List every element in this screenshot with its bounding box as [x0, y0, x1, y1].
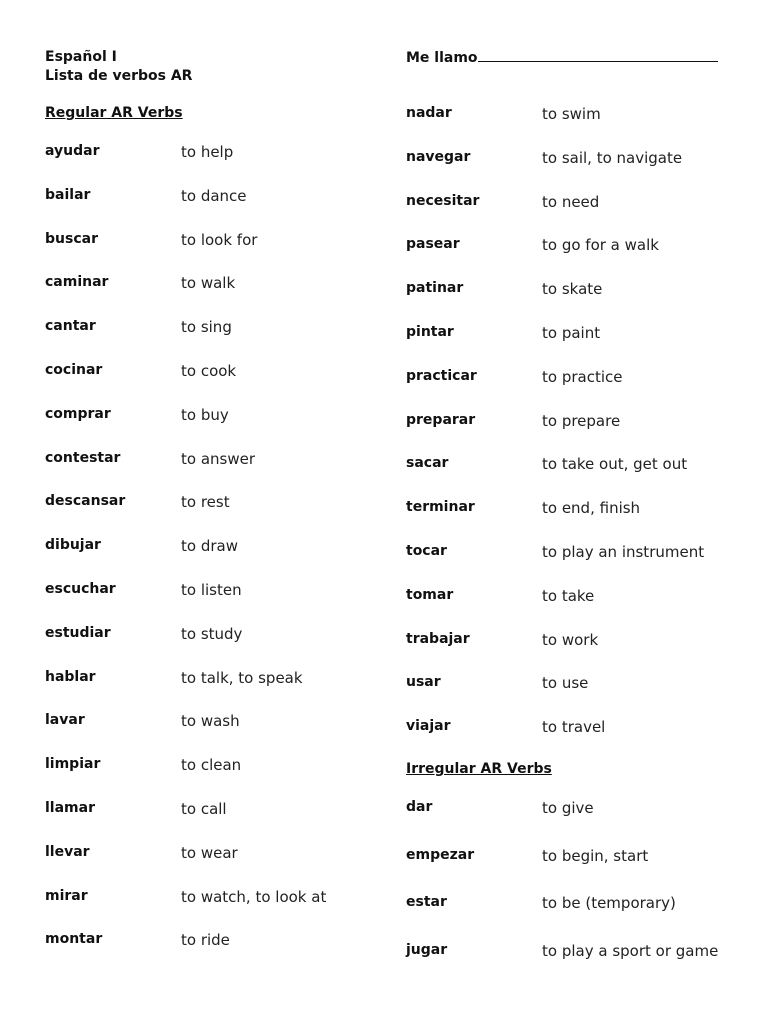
spanish-verb: bailar — [45, 186, 91, 203]
spanish-verb: patinar — [406, 280, 464, 297]
spanish-verb: necesitar — [406, 192, 480, 209]
spanish-verb: viajar — [406, 718, 451, 735]
verb-row — [45, 888, 375, 908]
english-meaning: to go for a walk — [542, 236, 659, 255]
english-meaning: to sing — [181, 318, 232, 337]
spanish-verb: tocar — [406, 543, 447, 559]
spanish-verb: pasear — [406, 236, 460, 253]
english-meaning: to take out, get out — [542, 455, 688, 474]
english-meaning: to watch, to look at — [181, 887, 327, 906]
english-meaning: to walk — [181, 274, 236, 293]
english-meaning: to look for — [181, 230, 258, 249]
verb-row — [45, 581, 375, 601]
verb-row — [45, 931, 375, 951]
english-meaning: to cook — [181, 362, 237, 380]
english-meaning: to end, finish — [542, 499, 641, 518]
verb-row — [406, 280, 746, 300]
verb-row — [406, 894, 746, 914]
english-meaning: to study — [181, 624, 243, 643]
verb-row — [406, 543, 746, 563]
spanish-verb: tomar — [406, 586, 454, 603]
spanish-verb: hablar — [45, 668, 96, 685]
spanish-verb: lavar — [45, 712, 85, 729]
english-meaning: to be (temporary) — [542, 894, 676, 912]
spanish-verb: practicar — [406, 367, 477, 384]
english-meaning: to dance — [181, 186, 247, 205]
spanish-verb: estudiar — [45, 624, 111, 641]
verb-row — [45, 800, 375, 820]
verb-row — [406, 631, 746, 651]
english-meaning: to clean — [181, 756, 242, 775]
spanish-verb: llevar — [45, 843, 90, 860]
course-title: Español I — [45, 49, 117, 65]
verb-row — [406, 412, 746, 432]
english-meaning: to play an instrument — [542, 543, 705, 561]
verb-row — [406, 499, 746, 519]
spanish-verb: usar — [406, 674, 441, 691]
spanish-verb: montar — [45, 931, 103, 948]
spanish-verb: estar — [406, 894, 447, 910]
irregular-verbs-heading: Irregular AR Verbs — [406, 761, 552, 777]
verb-row — [45, 844, 375, 864]
spanish-verb: navegar — [406, 148, 471, 165]
spanish-verb: mirar — [45, 887, 88, 904]
verb-row — [406, 368, 746, 388]
verb-row — [406, 455, 746, 475]
english-meaning: to talk, to speak — [181, 668, 303, 687]
english-meaning: to need — [542, 192, 600, 211]
english-meaning: to give — [542, 799, 594, 817]
english-meaning: to wear — [181, 843, 238, 862]
spanish-verb: jugar — [406, 941, 448, 958]
verb-row — [406, 324, 746, 344]
verb-row — [406, 105, 746, 125]
english-meaning: to listen — [181, 581, 242, 599]
regular-verbs-heading: Regular AR Verbs — [45, 105, 183, 121]
spanish-verb: contestar — [45, 449, 121, 466]
english-meaning: to take — [542, 586, 595, 605]
verb-row — [406, 193, 746, 213]
english-meaning: to buy — [181, 405, 229, 424]
spanish-verb: dar — [406, 799, 433, 815]
verb-row — [45, 450, 375, 470]
english-meaning: to play a sport or game — [542, 941, 719, 960]
verb-row — [45, 231, 375, 251]
verb-row — [45, 274, 375, 294]
verb-row — [406, 149, 746, 169]
verb-row — [406, 674, 746, 694]
english-meaning: to paint — [542, 324, 601, 342]
verb-row — [406, 236, 746, 256]
verb-row — [45, 143, 375, 163]
english-meaning: to skate — [542, 280, 603, 299]
name-blank[interactable] — [478, 48, 718, 62]
verb-row — [45, 537, 375, 557]
spanish-verb: cantar — [45, 318, 96, 335]
spanish-verb: ayudar — [45, 143, 100, 159]
english-meaning: to rest — [181, 493, 230, 512]
spanish-verb: empezar — [406, 846, 475, 863]
english-meaning: to work — [542, 630, 599, 649]
verb-row — [45, 187, 375, 207]
spanish-verb: llamar — [45, 800, 95, 816]
verb-row — [406, 847, 746, 867]
verb-row — [406, 718, 746, 738]
english-meaning: to wash — [181, 712, 240, 731]
verb-row — [45, 756, 375, 776]
english-meaning: to draw — [181, 537, 238, 556]
verb-row — [45, 625, 375, 645]
verb-row — [45, 362, 375, 382]
spanish-verb: caminar — [45, 274, 109, 291]
verb-row — [45, 406, 375, 426]
english-meaning: to swim — [542, 105, 601, 123]
spanish-verb: comprar — [45, 405, 111, 422]
spanish-verb: buscar — [45, 230, 98, 247]
english-meaning: to help — [181, 143, 234, 161]
verb-row — [406, 587, 746, 607]
english-meaning: to travel — [542, 718, 606, 737]
verb-row — [45, 493, 375, 513]
name-label: Me llamo — [406, 50, 478, 66]
spanish-verb: sacar — [406, 455, 449, 472]
verb-row — [406, 942, 746, 962]
english-meaning: to answer — [181, 449, 256, 468]
english-meaning: to practice — [542, 367, 623, 386]
list-subtitle: Lista de verbos AR — [45, 68, 193, 84]
english-meaning: to use — [542, 674, 589, 693]
english-meaning: to ride — [181, 931, 230, 950]
english-meaning: to prepare — [542, 411, 621, 430]
spanish-verb: dibujar — [45, 537, 101, 554]
spanish-verb: trabajar — [406, 630, 470, 647]
verb-row — [406, 799, 746, 819]
spanish-verb: cocinar — [45, 362, 103, 378]
name-line — [406, 48, 718, 67]
spanish-verb: pintar — [406, 324, 454, 340]
verb-row — [45, 712, 375, 732]
spanish-verb: nadar — [406, 105, 452, 121]
english-meaning: to begin, start — [542, 846, 649, 865]
english-meaning: to sail, to navigate — [542, 148, 683, 167]
spanish-verb: descansar — [45, 493, 126, 510]
spanish-verb: escuchar — [45, 581, 116, 597]
english-meaning: to call — [181, 800, 227, 818]
spanish-verb: limpiar — [45, 756, 101, 773]
spanish-verb: preparar — [406, 411, 476, 428]
verb-row — [45, 318, 375, 338]
verb-row — [45, 669, 375, 689]
spanish-verb: terminar — [406, 499, 475, 516]
